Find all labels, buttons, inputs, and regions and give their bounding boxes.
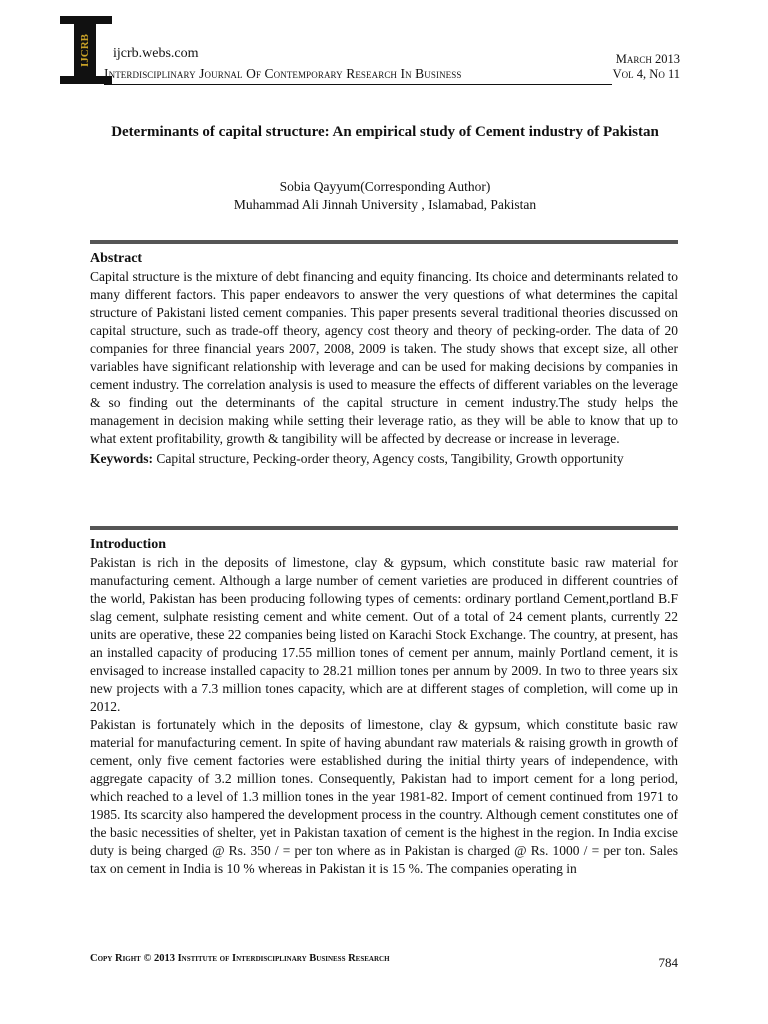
abstract-heading: Abstract [90, 251, 143, 266]
abstract-text: Capital structure is the mixture of debt financing and equity financing. Its choice and determinants related to many different factors. This paper endeavors to answer the very questions of what determines the capital structure of Pakistani listed cement companies. This paper presents several traditional theories discussed on capital structure, such as trade-off theory, agency cost theory and theory of pecking-order. The data of 20 companies for three financial years 2007, 2008, 2009 is taken. The study shows that except size, all other variables have significant relationship with leverage and can be used for making decisions by companies in cement industry. The correlation analysis is used to measure the effects of different variables on the leverage & so finding out the determinants of the capital structure in cement industry.The study helps the management in decision making while setting their leverage ratio, as they will be able to know that up to what extent profitability, growth & tangibility will be affected by decrease or increase in leverage. [90, 269, 678, 446]
copyright-notice: Copy Right © 2013 Institute of Interdisciplinary Business Research [90, 953, 390, 964]
keywords-text: Capital structure, Pecking-order theory, Agency costs, Tangibility, Growth opportunity [156, 451, 624, 466]
keywords-line [90, 450, 678, 468]
abstract-section [90, 250, 678, 468]
introduction-paragraph-1: Pakistan is rich in the deposits of limestone, clay & gypsum, which constitute basic raw material for manufacturing cement. Although a large number of cement varieties are produced in different countries of the world, Pakistan has been producing following types of cements: ordinary portland Cement,portland B.F slag cement, sulphate resisting cement and white cement. Out of a total of 24 cement plants, currently 22 units are operative, these 22 companies being listed on Karachi Stock Exchange. The country, at present, has an installed capacity of producing 17.55 million tones of cement per annum, mainly Portland cement, it is envisaged to increase installed capacity to 28.21 million tones per annum by 2009. In two to three years six new projects with a 7.3 million tones capacity, which are at different stages of completion, will come up in 2012. [90, 555, 678, 714]
paper-title: Determinants of capital structure: An empirical study of Cement industry of Pakistan [111, 124, 659, 140]
introduction-paragraph-2: Pakistan is fortunately which in the deposits of limestone, clay & gypsum, which constitute basic raw material for manufacturing cement. In spite of having abundant raw materials & raising growth in growth of cement, only five cement factories were established during the initial thirty years of independence, with aggregate capacity of 3.2 million tones. Consequently, Pakistan had to import cement for a long period, which reached to a level of 1.3 million tones in the year 1981-82. Import of cement continued from 1971 to 1985. Its scarcity also hampered the development process in the country. Although cement constitutes one of the basic necessities of shelter, yet in Pakistan taxation of cement is the highest in the region. In India excise duty is being charged @ Rs. 350 / = per ton where as in Pakistan is charged @ Rs. 1000 / = per ton. Sales tax on cement in India is 10 % whereas in Pakistan it is 15 %. The companies operating in [90, 717, 678, 876]
author-affiliation: Muhammad Ali Jinnah University , Islamabad, Pakistan [233, 197, 537, 212]
author-block [105, 178, 665, 214]
page-number: 784 [658, 955, 678, 970]
introduction-top-rule [90, 526, 678, 530]
introduction-heading: Introduction [90, 537, 166, 552]
issue-volume: Vol 4, No 11 [612, 67, 680, 81]
journal-website[interactable]: ijcrb.webs.com [113, 46, 199, 61]
journal-name: Interdisciplinary Journal Of Contemporary Research In Business [104, 66, 462, 81]
abstract-top-rule [90, 240, 678, 244]
header-underline [104, 84, 612, 85]
issue-date: March 2013 [615, 52, 680, 66]
keywords-label: Keywords: [90, 451, 153, 466]
logo-text: IJCRB [79, 33, 91, 67]
introduction-section [90, 536, 678, 878]
author-name: Sobia Qayyum(Corresponding Author) [279, 179, 491, 194]
